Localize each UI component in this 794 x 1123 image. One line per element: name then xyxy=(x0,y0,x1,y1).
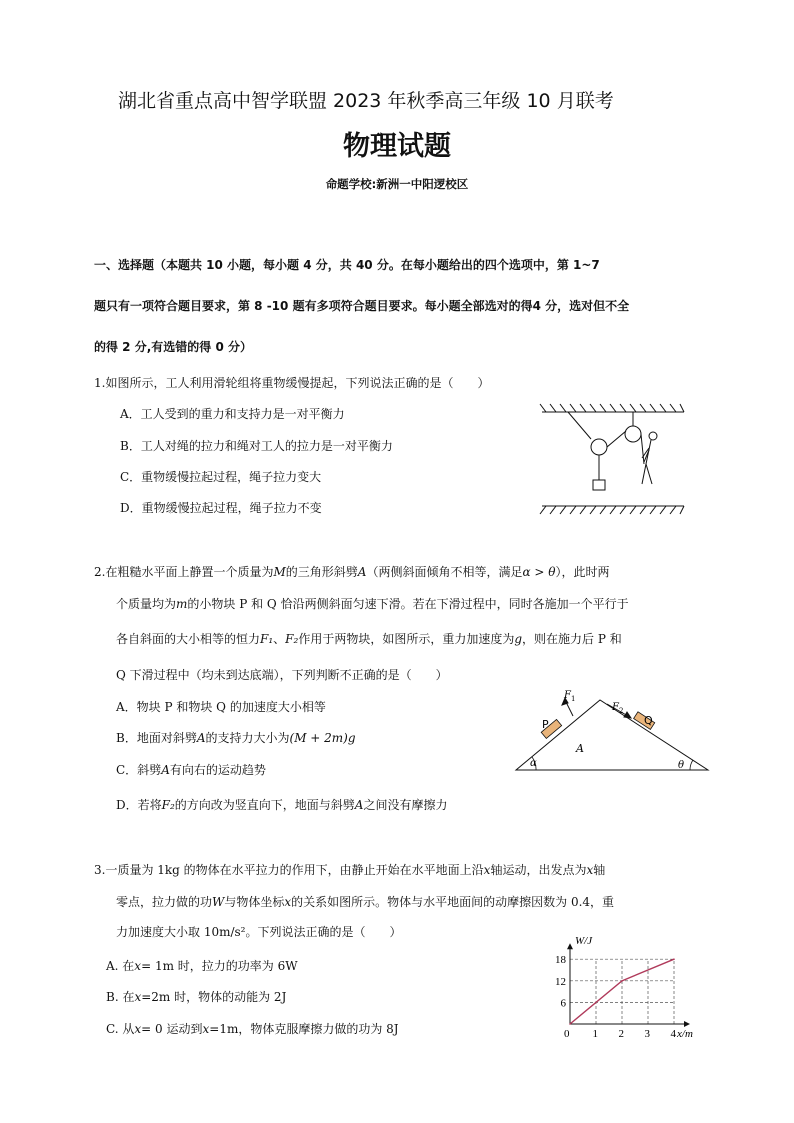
q3-text: C. 从 xyxy=(106,1022,135,1036)
q2-text: 作用于两物块，如图所示，重力加速度为 xyxy=(298,632,515,646)
label-F1: $F_1$ xyxy=(564,690,576,703)
q3-work-displacement-chart xyxy=(548,934,704,1046)
label-alpha: α xyxy=(530,758,537,769)
q3-text: 与物体坐标 xyxy=(224,895,285,909)
x-tick-label: 3 xyxy=(644,1028,650,1040)
var-g: g xyxy=(514,632,523,646)
q1-option-a: A．工人受到的重力和支持力是一对平衡力 xyxy=(120,407,345,421)
q1-option-c: C．重物缓慢拉起过程，绳子拉力变大 xyxy=(120,470,322,484)
q3-text: = 1m 时，拉力的功率为 6W xyxy=(141,959,298,973)
label-F2: $F_2$ xyxy=(612,702,624,715)
q2-wedge-figure xyxy=(510,684,714,776)
var-x: x xyxy=(134,959,142,973)
q3-option-b xyxy=(106,988,286,1005)
x-axis-label: x/m xyxy=(677,1028,693,1040)
y-axis-arrow xyxy=(567,943,573,949)
fixed-pulley xyxy=(625,426,641,442)
q3-option-a xyxy=(106,957,298,974)
y-axis-label: W/J xyxy=(575,935,593,947)
var-x: x xyxy=(134,990,142,1004)
section-instruction-line-3: 的得 2 分,有选错的得 0 分） xyxy=(94,340,252,354)
angle-condition: α > θ xyxy=(522,565,556,579)
var-x: x xyxy=(284,895,292,909)
q2-text: ），此时两 xyxy=(555,565,610,579)
support-force-expr: (M + 2m)g xyxy=(289,731,356,745)
subject-title: 物理试题 xyxy=(343,131,451,162)
q2-text: 个质量均为 xyxy=(116,597,177,611)
var-F2: F₂ xyxy=(161,798,175,812)
q1-option-d: D．重物缓慢拉起过程，绳子拉力不变 xyxy=(120,501,322,515)
q3-text: =1m，物体克服摩擦力做的功为 8J xyxy=(209,1022,399,1036)
data-point xyxy=(569,1023,571,1025)
question-setter-school: 命题学校:新洲一中阳逻校区 xyxy=(325,177,469,191)
var-F2: F₂ xyxy=(285,632,299,646)
var-F1: F₁ xyxy=(260,632,274,646)
q3-text: 轴 xyxy=(593,863,606,877)
q3-text: 3.一质量为 1kg 的物体在水平拉力的作用下，由静止开始在水平地面上沿 xyxy=(94,863,484,877)
q2-text: 的小物块 P 和 Q 恰沿两侧斜面匀速下滑。若在下滑过程中，同时各施加一个平行于 xyxy=(187,597,629,611)
section-instruction-line-2: 题只有一项符合题目要求，第 8 -10 题有多项符合题目要求。每小题全部选对的得4 分，选对但不全 xyxy=(94,299,630,313)
label-A: A xyxy=(576,742,584,755)
rope-and-pulleys xyxy=(568,412,644,490)
label-P: P xyxy=(542,718,549,731)
x-tick-label: 4 xyxy=(670,1028,676,1040)
q2-option-c xyxy=(116,761,266,778)
var-x: x xyxy=(202,1022,210,1036)
q2-line-1 xyxy=(94,563,609,580)
q2-line-4: Q 下滑过程中（均未到达底端），下列判断不正确的是（ ） xyxy=(116,668,448,682)
floor xyxy=(540,506,684,514)
q3-text: =2m 时，物体的动能为 2J xyxy=(141,990,287,1004)
q2-option-b xyxy=(116,729,356,746)
q1-option-b: B．工人对绳的拉力和绳对工人的拉力是一对平衡力 xyxy=(120,439,393,453)
y-tick-label: 18 xyxy=(555,954,566,967)
var-A: A xyxy=(161,763,170,777)
q3-text: 的关系如图所示。物体与水平地面间的动摩擦因数为 0.4，重 xyxy=(291,895,615,909)
q2-text: 的方向改为竖直向下，地面与斜劈 xyxy=(174,798,355,812)
q3-text: 轴运动，出发点为 xyxy=(490,863,587,877)
q2-text: 各自斜面的大小相等的恒力 xyxy=(116,632,261,646)
y-tick-label: 12 xyxy=(555,975,566,988)
x-axis-arrow xyxy=(684,1021,690,1027)
q2-text: 有向右的运动趋势 xyxy=(169,763,266,777)
var-W: W xyxy=(212,895,225,909)
q2-text: 、 xyxy=(273,632,286,646)
movable-pulley xyxy=(591,439,607,455)
theta-arc xyxy=(690,760,693,770)
q3-line-2 xyxy=(116,893,614,910)
weight-block xyxy=(593,480,605,490)
q2-text: 的支持力大小为 xyxy=(205,731,290,745)
q2-text: 之间没有摩擦力 xyxy=(363,798,448,812)
q2-line-3 xyxy=(116,630,622,647)
q2-text: D．若将 xyxy=(116,798,162,812)
var-A: A xyxy=(196,731,206,745)
data-point xyxy=(673,958,675,960)
var-x: x xyxy=(586,863,594,877)
x-tick-label: 0 xyxy=(564,1028,570,1040)
var-A: A xyxy=(357,565,367,579)
var-x: x xyxy=(483,863,491,877)
x-tick-label: 2 xyxy=(618,1028,624,1040)
y-tick-label: 6 xyxy=(560,997,566,1010)
q2-text: C．斜劈 xyxy=(116,763,162,777)
q2-text: B．地面对斜劈 xyxy=(116,731,197,745)
worker xyxy=(642,432,657,484)
var-x: x xyxy=(134,1022,142,1036)
q2-option-a: A．物块 P 和物块 Q 的加速度大小相等 xyxy=(116,700,326,714)
q3-text: 零点，拉力做的功 xyxy=(116,895,213,909)
q3-option-c xyxy=(106,1020,399,1037)
q2-text: 2.在粗糙水平面上静置一个质量为 xyxy=(94,565,274,579)
var-A: A xyxy=(354,798,364,812)
q2-line-2 xyxy=(116,595,629,612)
q2-text: 的三角形斜劈 xyxy=(285,565,358,579)
q3-line-1 xyxy=(94,861,605,878)
q1-stem: 1.如图所示，工人利用滑轮组将重物缓慢提起，下列说法正确的是（ ） xyxy=(94,376,490,390)
data-point xyxy=(621,980,623,982)
q2-text: ，则在施力后 P 和 xyxy=(522,632,622,646)
section-instruction-line-1: 一、选择题（本题共 10 小题，每小题 4 分，共 40 分。在每小题给出的四个选项中，第 1~7 xyxy=(94,258,600,272)
q3-text: B. 在 xyxy=(106,990,135,1004)
q3-line-3: 力加速度大小取 10m/s²。下列说法正确的是（ ） xyxy=(116,925,402,939)
q3-text: = 0 运动到 xyxy=(141,1022,203,1036)
q3-text: A. 在 xyxy=(106,959,135,973)
label-theta: θ xyxy=(678,760,685,771)
var-M: M xyxy=(273,565,286,579)
label-Q: Q xyxy=(644,714,653,727)
ceiling xyxy=(540,404,684,412)
q2-option-d xyxy=(116,796,447,813)
q2-text: （两侧斜面倾角不相等，满足 xyxy=(366,565,523,579)
q1-pulley-figure xyxy=(538,402,688,517)
var-m: m xyxy=(176,597,188,611)
x-tick-label: 1 xyxy=(592,1028,598,1040)
exam-header-title: 湖北省重点高中智学联盟 2023 年秋季高三年级 10 月联考 xyxy=(118,90,614,112)
